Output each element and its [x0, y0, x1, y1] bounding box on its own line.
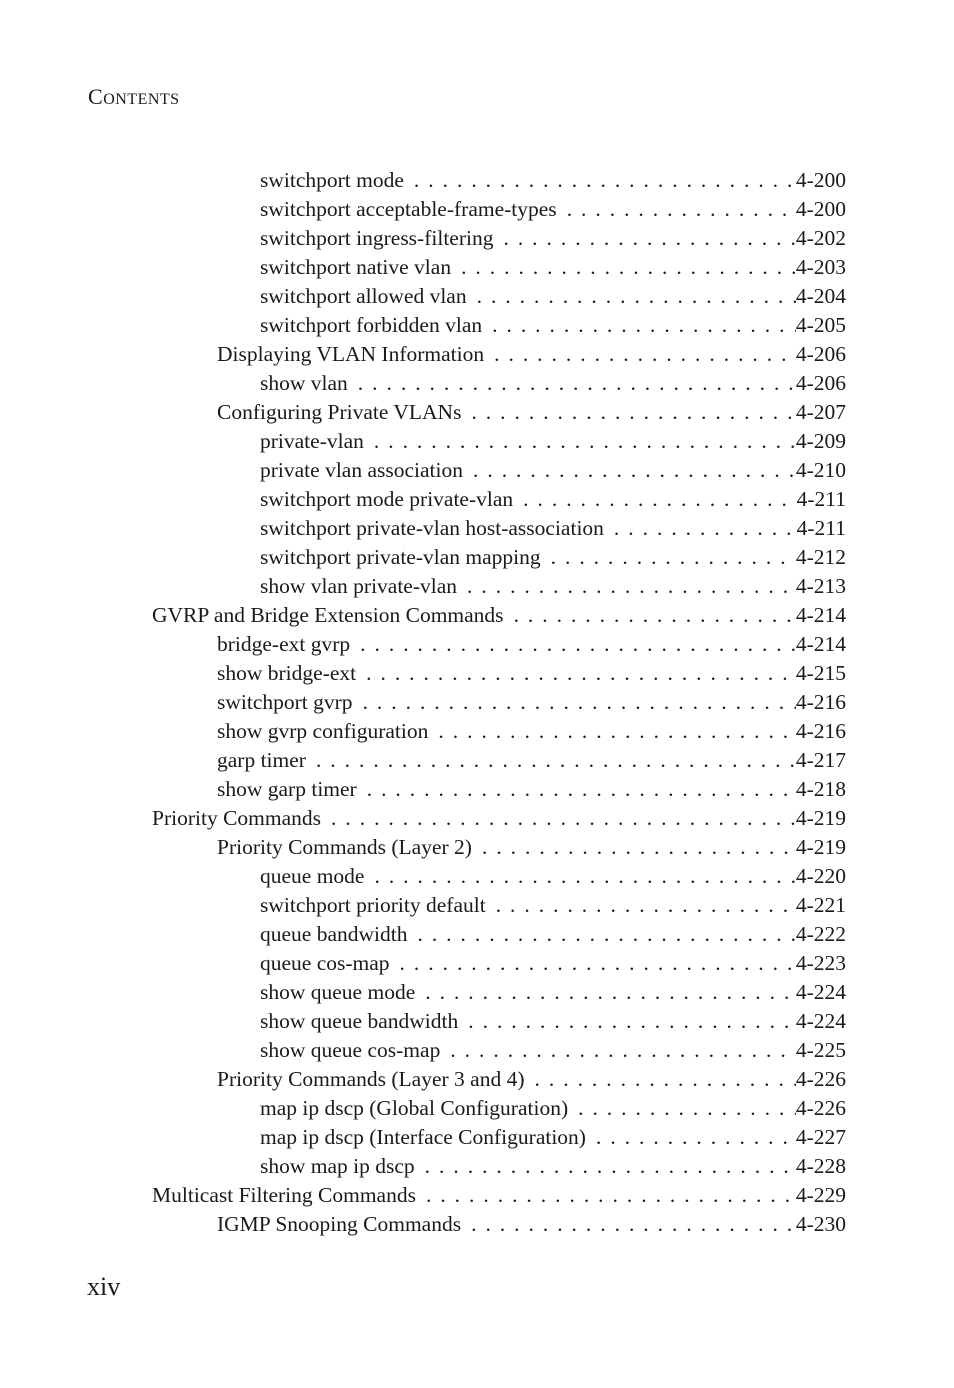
toc-entry-page: 4-215 [795, 661, 846, 685]
toc-entry[interactable] [260, 920, 846, 949]
toc-dot-leader [400, 949, 796, 978]
toc-entry-title: switchport ingress-filtering [260, 226, 494, 250]
toc-entry-title: GVRP and Bridge Extension Commands [152, 603, 504, 627]
toc-entry-title: switchport mode private-vlan [260, 487, 514, 511]
toc-entry-page: 4-222 [795, 922, 846, 946]
toc-entry-page: 4-217 [795, 748, 846, 772]
toc-dot-leader [496, 891, 796, 920]
toc-entry-title: switchport acceptable-frame-types [260, 197, 557, 221]
toc-entry-page: 4-209 [795, 429, 846, 453]
toc-dot-leader [471, 398, 795, 427]
toc-entry-page: 4-206 [795, 371, 846, 395]
toc-dot-leader [358, 369, 796, 398]
toc-entry[interactable] [260, 166, 846, 195]
toc-entry[interactable] [260, 949, 846, 978]
toc-dot-leader [363, 688, 796, 717]
toc-entry-page: 4-207 [795, 400, 846, 424]
toc-entry[interactable] [260, 427, 846, 456]
toc-entry-page: 4-202 [795, 226, 846, 250]
toc-dot-leader [535, 1065, 796, 1094]
toc-entry-page: 4-225 [795, 1038, 846, 1062]
toc-dot-leader [492, 311, 796, 340]
toc-entry-title: private-vlan [260, 429, 364, 453]
toc-entry-title: show queue cos-map [260, 1038, 441, 1062]
toc-entry[interactable] [260, 485, 846, 514]
toc-entry[interactable] [260, 514, 846, 543]
toc-entry[interactable] [260, 543, 846, 572]
toc-dot-leader [468, 1007, 796, 1036]
toc-entry-page: 4-221 [795, 893, 846, 917]
toc-entry-title: switchport private-vlan host-association [260, 516, 604, 540]
toc-entry[interactable] [260, 1036, 846, 1065]
toc-entry-page: 4-205 [795, 313, 846, 337]
toc-entry[interactable] [260, 978, 846, 1007]
toc-dot-leader [551, 543, 796, 572]
toc-entry-page: 4-227 [795, 1125, 846, 1149]
toc-entry[interactable] [260, 572, 846, 601]
toc-entry-page: 4-223 [795, 951, 846, 975]
toc-entry[interactable] [152, 601, 846, 630]
toc-entry[interactable] [260, 1152, 846, 1181]
toc-entry[interactable] [260, 1123, 846, 1152]
toc-entry[interactable] [217, 688, 846, 717]
toc-entry-title: queue mode [260, 864, 365, 888]
toc-dot-leader [374, 427, 796, 456]
toc-entry-page: 4-226 [795, 1096, 846, 1120]
running-header-first-letter: C [88, 84, 104, 109]
toc-entry-title: queue cos-map [260, 951, 390, 975]
toc-entry-title: Priority Commands (Layer 3 and 4) [217, 1067, 525, 1091]
toc-dot-leader [360, 630, 796, 659]
toc-entry[interactable] [217, 398, 846, 427]
toc-entry-title: bridge-ext gvrp [217, 632, 351, 656]
toc-dot-leader [477, 282, 796, 311]
toc-entry[interactable] [260, 456, 846, 485]
toc-entry-page: 4-224 [795, 1009, 846, 1033]
toc-entry-page: 4-213 [795, 574, 846, 598]
toc-entry-title: Displaying VLAN Information [217, 342, 485, 366]
toc-dot-leader [614, 514, 797, 543]
toc-entry-title: show vlan private-vlan [260, 574, 458, 598]
toc-dot-leader [425, 978, 796, 1007]
toc-entry[interactable] [260, 891, 846, 920]
toc-entry[interactable] [260, 282, 846, 311]
toc-entry-page: 4-226 [795, 1067, 846, 1091]
toc-entry-title: Configuring Private VLANs [217, 400, 462, 424]
toc-entry-page: 4-200 [795, 168, 846, 192]
toc-entry-page: 4-212 [795, 545, 846, 569]
toc-dot-leader [471, 1210, 796, 1239]
toc-dot-leader [514, 601, 796, 630]
toc-entry-page: 4-206 [795, 342, 846, 366]
toc-dot-leader [367, 775, 796, 804]
toc-entry[interactable] [260, 1094, 846, 1123]
toc-entry-title: private vlan association [260, 458, 463, 482]
toc-entry[interactable] [152, 804, 846, 833]
toc-dot-leader [450, 1036, 796, 1065]
toc-dot-leader [438, 717, 795, 746]
toc-entry-page: 4-214 [795, 632, 846, 656]
toc-entry[interactable] [260, 253, 846, 282]
toc-entry[interactable] [217, 340, 846, 369]
toc-entry-page: 4-230 [795, 1212, 846, 1236]
toc-dot-leader [426, 1181, 796, 1210]
toc-entry[interactable] [260, 1007, 846, 1036]
toc-entry-title: map ip dscp (Interface Configuration) [260, 1125, 586, 1149]
toc-entry-title: switchport private-vlan mapping [260, 545, 541, 569]
toc-entry[interactable] [260, 862, 846, 891]
toc-entry-page: 4-216 [795, 690, 846, 714]
toc-entry-title: Priority Commands [152, 806, 322, 830]
toc-dot-leader [331, 804, 796, 833]
toc-entry-title: switchport native vlan [260, 255, 452, 279]
toc-dot-leader [374, 862, 795, 891]
running-header-rest: ONTENTS [103, 91, 180, 108]
toc-entry-page: 4-220 [795, 864, 846, 888]
toc-entry-title: show map ip dscp [260, 1154, 415, 1178]
toc-entry-title: show queue mode [260, 980, 416, 1004]
toc-entry-title: show bridge-ext [217, 661, 357, 685]
toc-dot-leader [417, 920, 795, 949]
toc-entry-title: garp timer [217, 748, 306, 772]
toc-dot-leader [596, 1123, 796, 1152]
toc-entry-page: 4-203 [795, 255, 846, 279]
toc-entry-page: 4-214 [795, 603, 846, 627]
toc-entry-title: switchport priority default [260, 893, 486, 917]
toc-entry[interactable] [217, 659, 846, 688]
toc-entry[interactable] [217, 833, 846, 862]
toc-entry-page: 4-210 [795, 458, 846, 482]
toc-dot-leader [482, 833, 796, 862]
toc-dot-leader [567, 195, 796, 224]
toc-dot-leader [578, 1094, 796, 1123]
toc-entry-title: Priority Commands (Layer 2) [217, 835, 472, 859]
toc-dot-leader [523, 485, 796, 514]
toc-entry-title: show gvrp configuration [217, 719, 429, 743]
toc-entry[interactable] [217, 775, 846, 804]
toc-entry-page: 4-228 [795, 1154, 846, 1178]
toc-entry[interactable] [217, 630, 846, 659]
toc-entry-page: 4-211 [796, 516, 846, 540]
toc-dot-leader [425, 1152, 796, 1181]
toc-dot-leader [414, 166, 796, 195]
toc-entry-title: map ip dscp (Global Configuration) [260, 1096, 569, 1120]
toc-entry-title: switchport allowed vlan [260, 284, 467, 308]
toc-entry-page: 4-229 [795, 1183, 846, 1207]
toc-entry-title: switchport forbidden vlan [260, 313, 483, 337]
toc-dot-leader [461, 253, 796, 282]
toc-entry[interactable] [152, 1181, 846, 1210]
toc-entry-page: 4-218 [795, 777, 846, 801]
running-header [88, 84, 180, 110]
toc-dot-leader [494, 340, 796, 369]
toc-entry-page: 4-224 [795, 980, 846, 1004]
toc-entry-page: 4-219 [795, 806, 846, 830]
toc-entry-page: 4-219 [795, 835, 846, 859]
toc-entry-title: show garp timer [217, 777, 357, 801]
toc-entry[interactable] [217, 746, 846, 775]
toc-entry[interactable] [260, 369, 846, 398]
toc-entry-title: switchport gvrp [217, 690, 353, 714]
toc-entry-title: switchport mode [260, 168, 404, 192]
toc-entry[interactable] [217, 1065, 846, 1094]
toc-dot-leader [503, 224, 795, 253]
toc-entry[interactable] [260, 224, 846, 253]
toc-entry-page: 4-216 [795, 719, 846, 743]
toc-dot-leader [473, 456, 796, 485]
toc-entry-title: Multicast Filtering Commands [152, 1183, 416, 1207]
toc-dot-leader [467, 572, 796, 601]
toc-entry-page: 4-211 [796, 487, 846, 511]
toc-entry-page: 4-200 [795, 197, 846, 221]
toc-entry-title: IGMP Snooping Commands [217, 1212, 462, 1236]
toc-entry[interactable] [260, 311, 846, 340]
toc-entry-page: 4-204 [795, 284, 846, 308]
page-number: xiv [87, 1272, 121, 1301]
toc-entry-title: show queue bandwidth [260, 1009, 459, 1033]
toc-entry-title: queue bandwidth [260, 922, 408, 946]
toc-dot-leader [366, 659, 796, 688]
toc-entry[interactable] [217, 717, 846, 746]
toc-entry-title: show vlan [260, 371, 348, 395]
toc-entry[interactable] [260, 195, 846, 224]
toc-entry[interactable] [217, 1210, 846, 1239]
toc-dot-leader [316, 746, 796, 775]
